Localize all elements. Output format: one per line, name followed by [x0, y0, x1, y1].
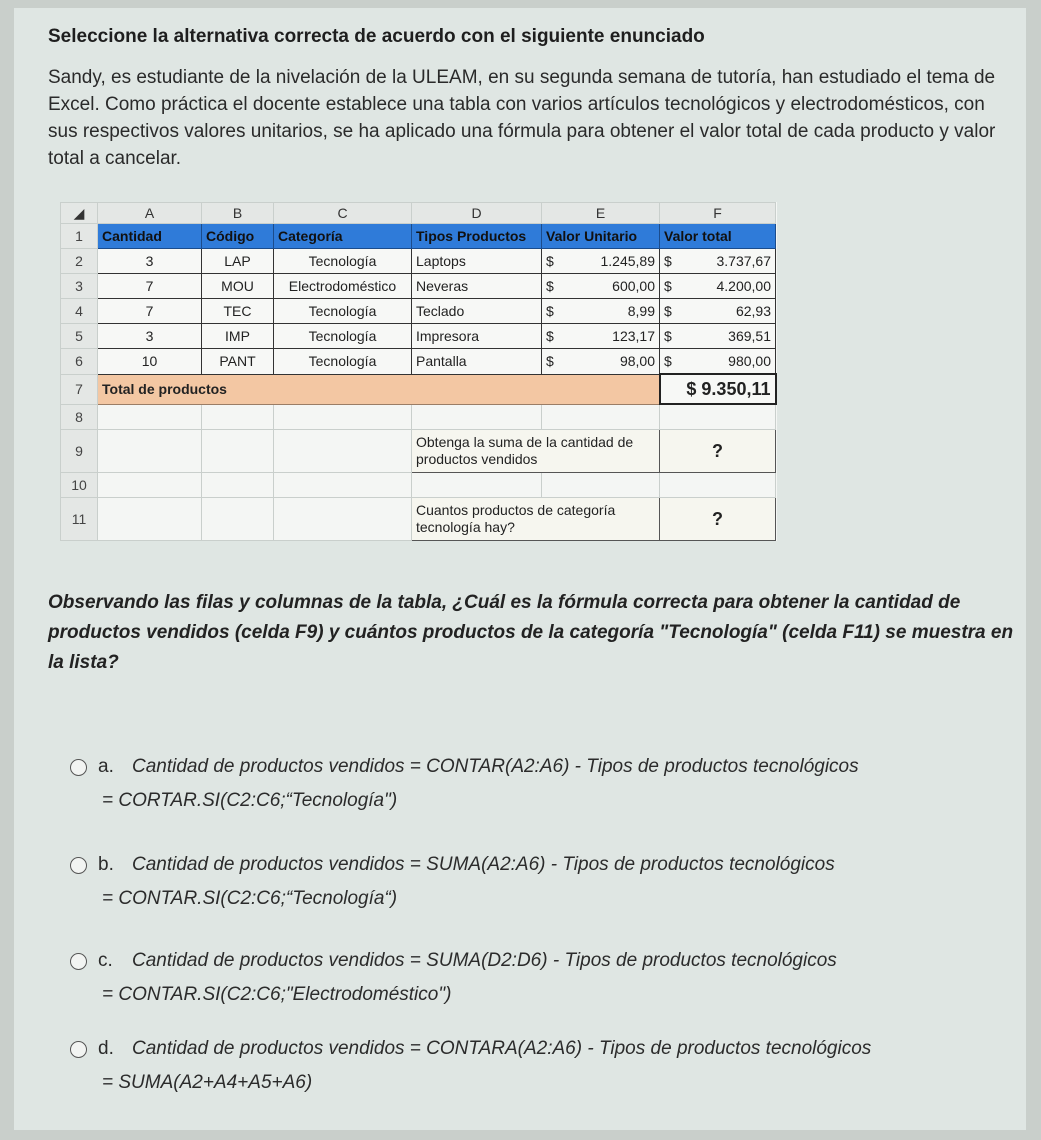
- currency-symbol: $: [546, 353, 554, 370]
- option-letter: c.: [98, 950, 113, 971]
- option-letter: b.: [98, 854, 114, 875]
- unit-value-cell: [542, 324, 660, 349]
- currency-symbol: $: [664, 278, 672, 294]
- option-formula: = SUMA(A2+A4+A5+A6): [102, 1072, 313, 1093]
- row-number: 7: [61, 374, 98, 404]
- grand-total-value: $ 9.350,11: [660, 374, 776, 404]
- total-value: 3.737,67: [716, 253, 771, 269]
- tipo-cell: Teclado: [412, 299, 542, 324]
- categoria-cell: Electrodoméstico: [274, 274, 412, 299]
- unit-value: 98,00: [619, 353, 655, 370]
- row-number: 4: [61, 299, 98, 324]
- select-all-corner: ◢: [61, 203, 98, 224]
- row-number: 11: [61, 498, 98, 541]
- sum-answer-cell: ?: [660, 430, 776, 473]
- currency-symbol: $: [664, 328, 672, 344]
- codigo-cell: PANT: [202, 349, 274, 375]
- option-letter: a.: [98, 756, 114, 777]
- header-cell: Código: [202, 224, 274, 249]
- cantidad-cell: 7: [98, 299, 202, 324]
- radio-button[interactable]: [70, 857, 87, 874]
- total-value: 62,93: [735, 303, 771, 319]
- column-header: F: [660, 203, 776, 224]
- categoria-cell: Tecnología: [274, 299, 412, 324]
- total-label: Total de productos: [98, 374, 660, 404]
- codigo-cell: IMP: [202, 324, 274, 349]
- header-cell: Tipos Productos: [412, 224, 542, 249]
- quiz-page: [14, 8, 1026, 1130]
- total-value-cell: [660, 299, 776, 324]
- option-text: Cantidad de productos vendidos = CONTARA(A2:A6) - Tipos de productos tecnológicos: [132, 1038, 872, 1059]
- header-cell: Valor total: [660, 224, 776, 249]
- column-header: E: [542, 203, 660, 224]
- total-row: [61, 374, 776, 404]
- sum-question-label: Obtenga la suma de la cantidad de productos vendidos: [412, 430, 660, 473]
- column-header: A: [98, 203, 202, 224]
- currency-symbol: $: [546, 278, 554, 294]
- option-formula: = CONTAR.SI(C2:C6;“Tecnología“): [102, 888, 398, 909]
- tipo-cell: Neveras: [412, 274, 542, 299]
- problem-statement: Sandy, es estudiante de la nivelación de la ULEAM, en su segunda semana de tutoría, han estudiado el tema de Excel. Como práctica el docente establece una tabla con varios artículos tecnológicos y electrodomésticos, con sus respectivos valores unitarios, se ha aplicado una fórmula para obtener el valor total de cada producto y valor total a cancelar.: [48, 67, 996, 169]
- row-number: 9: [61, 430, 98, 473]
- tipo-cell: Impresora: [412, 324, 542, 349]
- total-value: 369,51: [728, 328, 771, 344]
- blank-row: [61, 404, 776, 430]
- blank-row: [61, 473, 776, 498]
- question-row-sum: [61, 430, 776, 473]
- total-value-cell: [660, 349, 776, 375]
- unit-value: 8,99: [627, 303, 655, 319]
- row-number: 8: [61, 404, 98, 430]
- table-row: [61, 274, 776, 299]
- currency-symbol: $: [546, 253, 554, 269]
- table-header-row: [61, 224, 776, 249]
- spreadsheet-image: [60, 202, 777, 541]
- header-cell: Valor Unitario: [542, 224, 660, 249]
- currency-symbol: $: [664, 303, 672, 319]
- table-row: [61, 349, 776, 375]
- option-text: Cantidad de productos vendidos = CONTAR(A2:A6) - Tipos de productos tecnológicos: [132, 756, 859, 777]
- table-row: [61, 249, 776, 274]
- unit-value: 123,17: [612, 328, 655, 344]
- header-cell: Categoría: [274, 224, 412, 249]
- codigo-cell: LAP: [202, 249, 274, 274]
- categoria-cell: Tecnología: [274, 249, 412, 274]
- option-text: Cantidad de productos vendidos = SUMA(D2:D6) - Tipos de productos tecnológicos: [132, 950, 837, 971]
- cantidad-cell: 7: [98, 274, 202, 299]
- categoria-cell: Tecnología: [274, 324, 412, 349]
- row-number: 6: [61, 349, 98, 375]
- cantidad-cell: 3: [98, 249, 202, 274]
- total-value-cell: [660, 249, 776, 274]
- column-header: C: [274, 203, 412, 224]
- unit-value-cell: [542, 274, 660, 299]
- count-question-label: Cuantos productos de categoría tecnología hay?: [412, 498, 660, 541]
- question-row-count: [61, 498, 776, 541]
- currency-symbol: $: [664, 353, 672, 369]
- table-row: [61, 324, 776, 349]
- question-heading: Seleccione la alternativa correcta de acuerdo con el siguiente enunciado: [48, 26, 705, 47]
- unit-value: 1.245,89: [600, 253, 655, 269]
- option-formula: = CONTAR.SI(C2:C6;"Electrodoméstico"): [102, 984, 452, 1005]
- column-header-row: [61, 203, 776, 224]
- currency-symbol: $: [546, 328, 554, 344]
- tipo-cell: Pantalla: [412, 349, 542, 375]
- row-number: 2: [61, 249, 98, 274]
- cantidad-cell: 10: [98, 349, 202, 375]
- row-number: 1: [61, 224, 98, 249]
- header-cell: Cantidad: [98, 224, 202, 249]
- radio-button[interactable]: [70, 759, 87, 776]
- currency-symbol: $: [664, 253, 672, 269]
- column-header: D: [412, 203, 542, 224]
- total-value-cell: [660, 274, 776, 299]
- radio-button[interactable]: [70, 953, 87, 970]
- tipo-cell: Laptops: [412, 249, 542, 274]
- unit-value-cell: [542, 299, 660, 324]
- row-number: 10: [61, 473, 98, 498]
- option-formula: = CORTAR.SI(C2:C6;“Tecnología"): [102, 790, 398, 811]
- unit-value: 600,00: [612, 278, 655, 294]
- total-value: 980,00: [728, 353, 771, 369]
- cantidad-cell: 3: [98, 324, 202, 349]
- total-value-cell: [660, 324, 776, 349]
- question-text: Observando las filas y columnas de la tabla, ¿Cuál es la fórmula correcta para obtener la cantidad de productos vendidos (celda F9) y cuántos productos de la categoría "Tecnología" (celda F11) se muestra en la lista?: [48, 592, 1014, 673]
- count-answer-cell: ?: [660, 498, 776, 541]
- codigo-cell: TEC: [202, 299, 274, 324]
- unit-value-cell: [542, 349, 660, 375]
- categoria-cell: Tecnología: [274, 349, 412, 375]
- row-number: 3: [61, 274, 98, 299]
- column-header: B: [202, 203, 274, 224]
- total-value: 4.200,00: [716, 278, 771, 294]
- option-letter: d.: [98, 1038, 114, 1059]
- codigo-cell: MOU: [202, 274, 274, 299]
- currency-symbol: $: [546, 303, 554, 319]
- radio-button[interactable]: [70, 1041, 87, 1058]
- table-row: [61, 299, 776, 324]
- row-number: 5: [61, 324, 98, 349]
- unit-value-cell: [542, 249, 660, 274]
- option-text: Cantidad de productos vendidos = SUMA(A2:A6) - Tipos de productos tecnológicos: [132, 854, 835, 875]
